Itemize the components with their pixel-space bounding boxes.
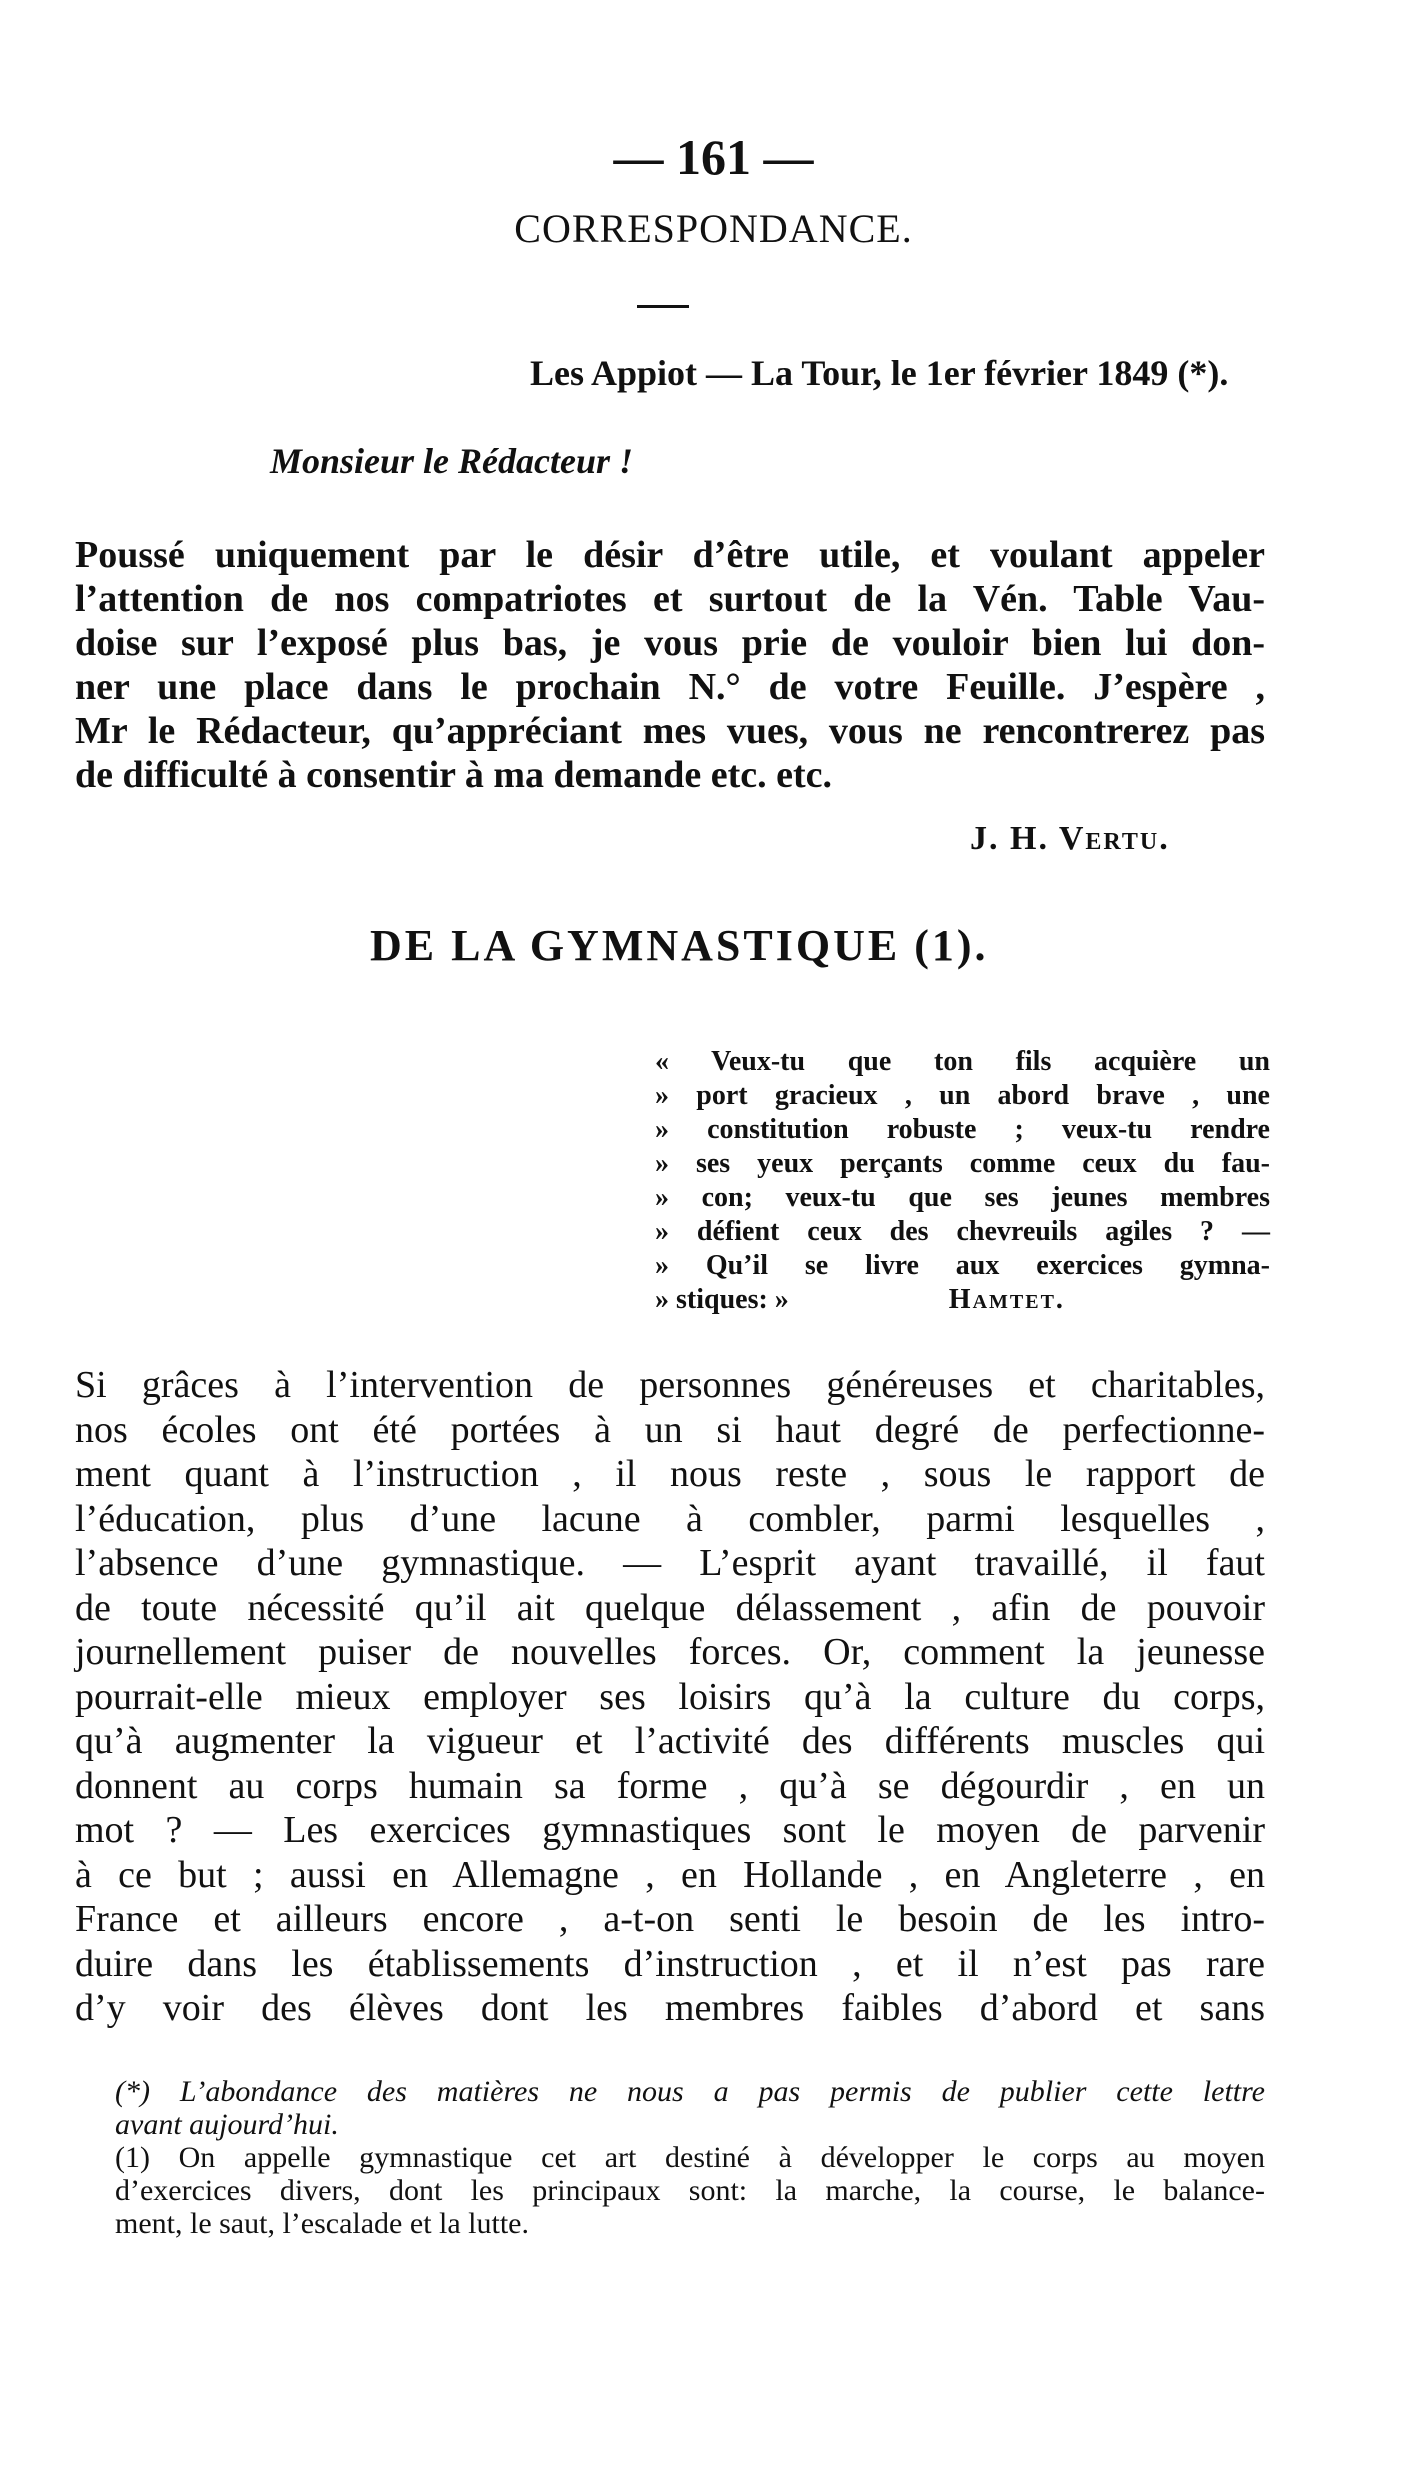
body-line: ment quant à l’instruction , il nous reste , sous le rapport de [75, 1453, 1265, 1495]
epigraph [655, 1045, 1270, 1317]
epigraph-line: » con; veux-tu que ses jeunes membres [655, 1182, 1270, 1213]
footnote-2-line: (1) On appelle gymnastique cet art destiné à développer le corps au moyen [115, 2141, 1265, 2174]
epigraph-line: » Qu’il se livre aux exercices gymna- [655, 1250, 1270, 1281]
footnote-1-line: avant aujourd’hui. [115, 2108, 339, 2141]
letter-body [75, 533, 1265, 797]
letter-line: Poussé uniquement par le désir d’être utile, et voulant appeler [75, 534, 1265, 576]
epigraph-author: Hamtet. [948, 1284, 1065, 1315]
body-line: qu’à augmenter la vigueur et l’activité des différents muscles qui [75, 1720, 1265, 1762]
body-line: l’éducation, plus d’une lacune à combler, parmi lesquelles , [75, 1497, 1265, 1540]
separator-rule [637, 305, 689, 308]
letter-line: ner une place dans le prochain N.° de votre Feuille. J’espère , [75, 666, 1265, 708]
epigraph-line: » port gracieux , un abord brave , une [655, 1080, 1270, 1111]
page-number: — 161 — [613, 129, 814, 185]
epigraph-last-line [655, 1283, 1270, 1317]
article-body [75, 1363, 1265, 2031]
body-line: nos écoles ont été portées à un si haut degré de perfectionne- [75, 1408, 1265, 1451]
body-line: duire dans les établissements d’instruction , et il n’est pas rare [75, 1942, 1265, 1985]
body-line: mot ? — Les exercices gymnastiques sont le moyen de parvenir [75, 1809, 1265, 1851]
page-heading: CORRESPONDANCE. [514, 206, 913, 251]
letter-line: de difficulté à consentir à ma demande etc. etc. [75, 754, 833, 796]
body-line: journellement puiser de nouvelles forces. Or, comment la jeunesse [75, 1631, 1265, 1673]
epigraph-line: » constitution robuste ; veux-tu rendre [655, 1114, 1270, 1145]
letter-dateline: Les Appiot — La Tour, le 1er février 1849 (*). [530, 353, 1229, 393]
body-line: de toute nécessité qu’il ait quelque délassement , afin de pouvoir [75, 1586, 1265, 1629]
body-line: donnent au corps humain sa forme , qu’à se dégourdir , en un [75, 1764, 1265, 1807]
footnote-2-line: ment, le saut, l’escalade et la lutte. [115, 2207, 529, 2240]
footnote-1-line: (*) L’abondance des matières ne nous a pas permis de publier cette lettre [115, 2075, 1265, 2108]
letter-line: Mr le Rédacteur, qu’appréciant mes vues, vous ne rencontrerez pas [75, 710, 1265, 752]
epigraph-line: » défient ceux des chevreuils agiles ? — [655, 1216, 1270, 1247]
body-line: d’y voir des élèves dont les membres faibles d’abord et sans [75, 1987, 1265, 2029]
epigraph-line: » stiques: » [655, 1284, 789, 1315]
body-line: à ce but ; aussi en Allemagne , en Hollande , en Angleterre , en [75, 1853, 1265, 1896]
letter-salutation: Monsieur le Rédacteur ! [270, 441, 634, 481]
letter-line: l’attention de nos compatriotes et surtout de la Vén. Table Vau- [75, 578, 1265, 620]
body-line: pourrait-elle mieux employer ses loisirs qu’à la culture du corps, [75, 1675, 1265, 1718]
epigraph-line: « Veux-tu que ton fils acquière un [655, 1046, 1270, 1077]
letter-line: doise sur l’exposé plus bas, je vous prie de vouloir bien lui don- [75, 622, 1265, 664]
body-line: l’absence d’une gymnastique. — L’esprit ayant travaillé, il faut [75, 1542, 1265, 1584]
body-line: France et ailleurs encore , a-t-on senti le besoin de les intro- [75, 1898, 1265, 1940]
epigraph-line: » ses yeux perçants comme ceux du fau- [655, 1148, 1270, 1179]
body-line: Si grâces à l’intervention de personnes généreuses et charitables, [75, 1364, 1265, 1406]
letter-signature: J. H. Vertu. [970, 820, 1170, 857]
footnote-2-line: d’exercices divers, dont les principaux sont: la marche, la course, le balance- [115, 2174, 1265, 2207]
footnotes [115, 2075, 1265, 2240]
section-title: DE LA GYMNASTIQUE (1). [370, 921, 989, 970]
